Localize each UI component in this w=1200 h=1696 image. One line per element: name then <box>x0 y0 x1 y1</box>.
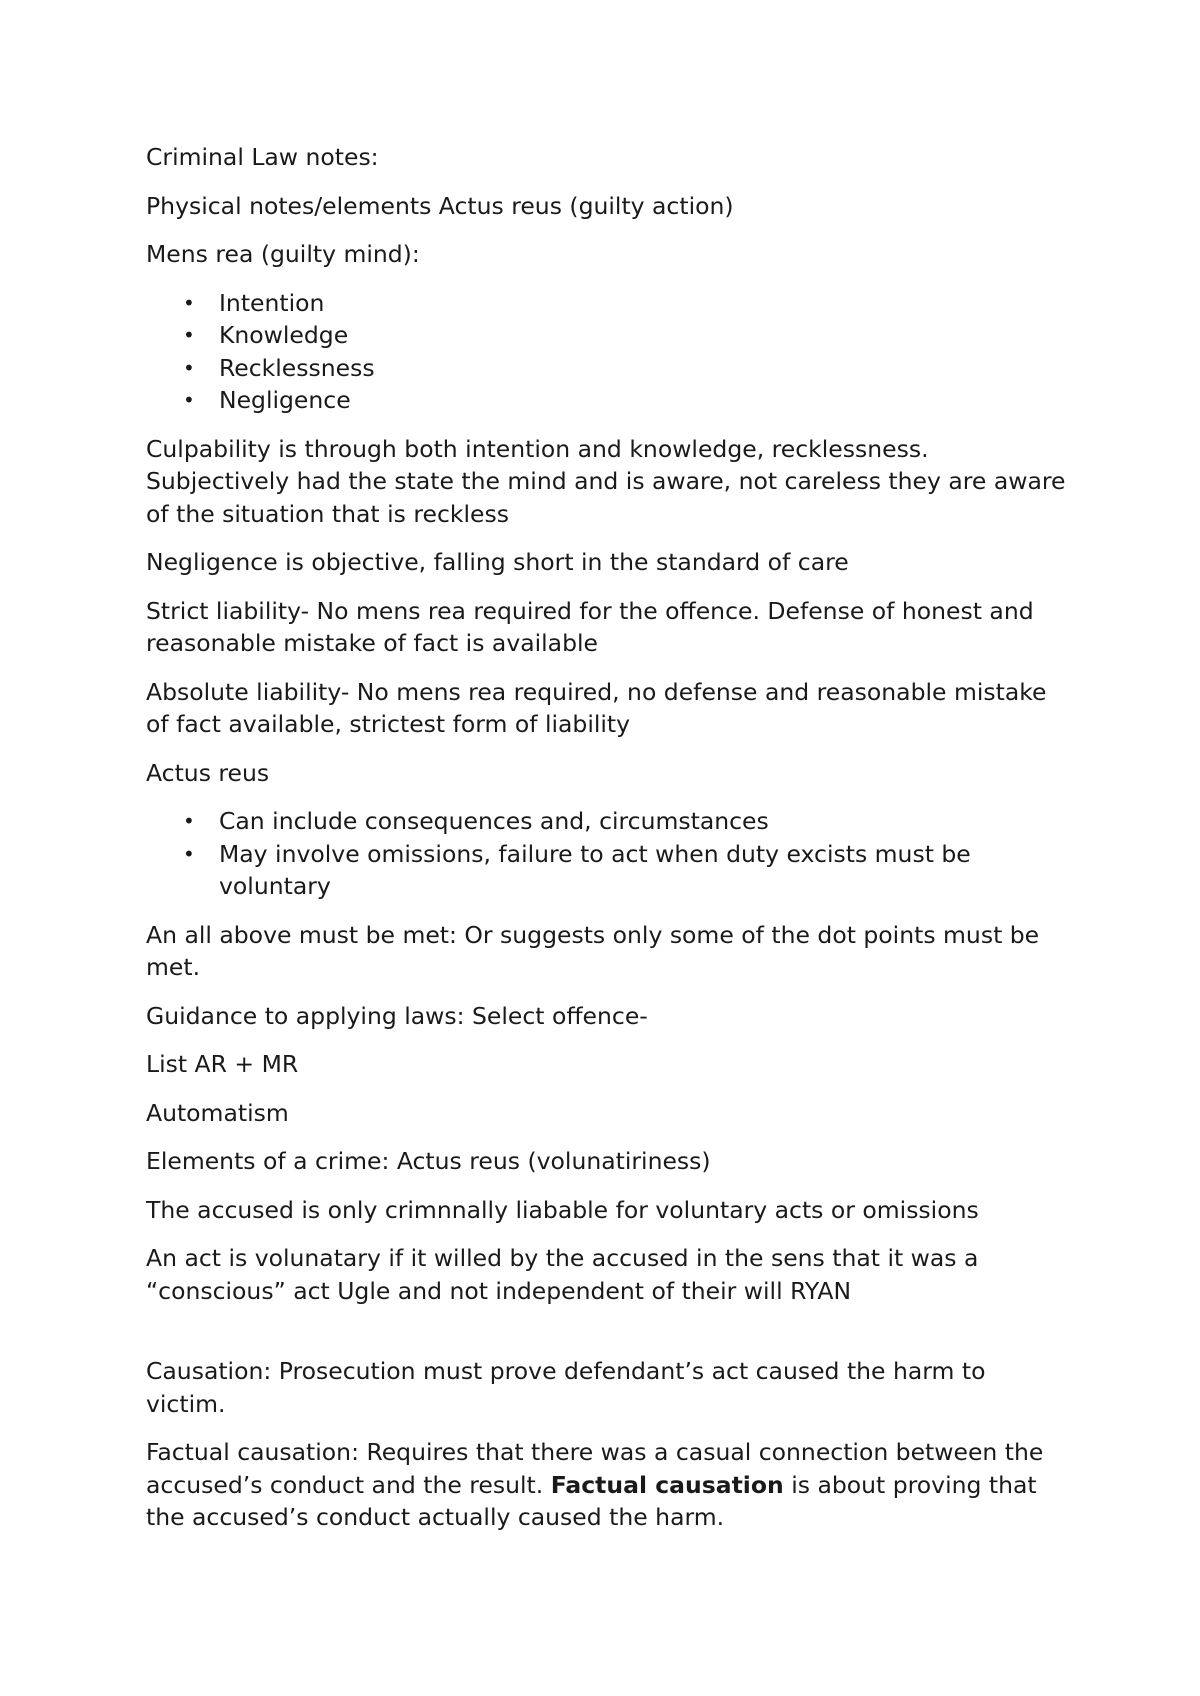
actus-reus-heading: Actus reus <box>146 758 270 787</box>
list-item: • Knowledge <box>146 319 1066 352</box>
all-above-paragraph: An all above must be met: Or suggests only some of the dot points must be met. <box>146 920 1040 981</box>
automatism-line: Automatism <box>146 1098 289 1127</box>
document-page <box>146 141 1066 1550</box>
negligence-paragraph: Negligence is objective, falling short in the standard of care <box>146 548 849 576</box>
bullet-icon: • <box>183 388 195 412</box>
blank-line <box>146 1323 1066 1355</box>
voluntary-act-paragraph: An act is volunatary if it willed by the accused in the sens that it was a “conscious” act Ugle and not independent of their will RYAN <box>146 1244 979 1305</box>
actus-reus-list <box>146 805 1066 903</box>
absolute-liability-paragraph: Absolute liability- No mens rea required, no defense and reasonable mistake of fact available, strictest form of liability <box>146 677 1047 738</box>
mens-rea-list <box>146 287 1066 417</box>
guidance-paragraph: Guidance to applying laws: Select offence- <box>146 1001 648 1030</box>
list-item: • May involve omissions, failure to act when duty excists must be voluntary <box>183 839 971 900</box>
bullet-icon: • <box>183 841 195 866</box>
bullet-icon: • <box>183 355 195 380</box>
bullet-icon: • <box>183 809 195 833</box>
culpability-paragraph: Culpability is through both intention and knowledge, recklessness. Subjectively had the state the mind and is aware, not careless they are aware of the situation that is reckless <box>146 434 1066 528</box>
accused-liable-paragraph: The accused is only crimnnally liabable for voluntary acts or omissions <box>146 1195 979 1224</box>
document-title: Criminal Law notes: <box>146 143 379 171</box>
list-item: • Intention <box>146 287 1066 320</box>
elements-paragraph: Elements of a crime: Actus reus (volunatiriness) <box>146 1147 711 1175</box>
bold-term: Factual causation <box>550 1470 784 1499</box>
factual-causation-paragraph: Factual causation: Requires that there was a casual connection between the accused’s conduct and the result. Factual causation is about proving that the accused’s conduct actually caused the harm. <box>146 1438 1044 1531</box>
bullet-icon: • <box>183 290 195 315</box>
list-item: • Can include consequences and, circumstances <box>146 805 1066 838</box>
mens-rea-heading: Mens rea (guilty mind): <box>146 240 420 268</box>
causation-paragraph: Causation: Prosecution must prove defendant’s act caused the harm to victim. <box>146 1357 986 1418</box>
intro-line: Physical notes/elements Actus reus (guilty action) <box>146 191 734 220</box>
list-item: • Negligence <box>146 384 1066 417</box>
bullet-icon: • <box>183 323 195 347</box>
list-item: • Recklessness <box>146 352 1066 385</box>
list-ar-mr-line: List AR + MR <box>146 1050 299 1078</box>
strict-liability-paragraph: Strict liability- No mens rea required for the offence. Defense of honest and reasonable mistake of fact is available <box>146 596 1034 657</box>
